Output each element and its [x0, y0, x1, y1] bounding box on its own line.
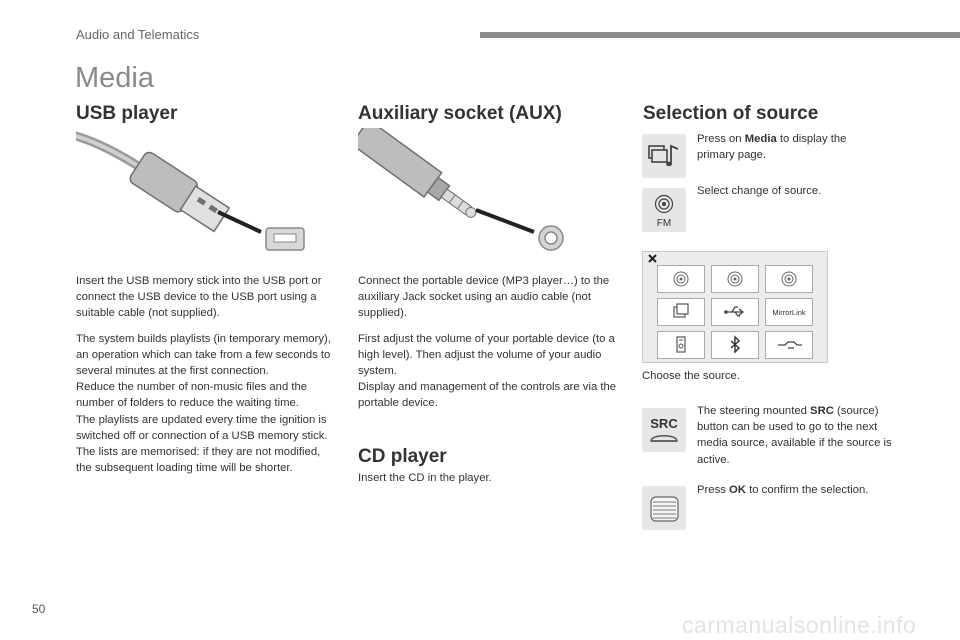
usb-heading: USB player — [76, 103, 178, 124]
media-icon — [642, 134, 686, 178]
source-tile-aux — [765, 331, 813, 359]
fm-radio-icon — [642, 188, 686, 232]
source-tile-mirrorlink — [765, 298, 813, 326]
source-tile-radio-1 — [657, 265, 705, 293]
source-heading: Selection of source — [643, 103, 819, 124]
jack-plug-illustration — [358, 128, 578, 258]
usb-paragraph-3: Reduce the number of non-music files and the number of folders to reduce the waiting time. — [76, 381, 308, 410]
usb-plug-illustration — [76, 128, 316, 258]
source-step-3: Choose the source. — [642, 370, 740, 382]
src-term: SRC — [810, 405, 834, 417]
source-tile-radio-3 — [765, 265, 813, 293]
source-tile-player — [657, 331, 705, 359]
close-icon — [647, 253, 659, 265]
aux-paragraph-1: Connect the portable device (MP3 player…) to the auxiliary Jack socket using an audio cable (not supplied). — [358, 275, 610, 320]
aux-heading: Auxiliary socket (AUX) — [358, 103, 562, 124]
usb-paragraph-4: The playlists are updated every time the ignition is switched off or connection of a USB memory stick. The lists are memorised: if they are not modified, the subsequent loading time will be shorter. — [76, 413, 328, 475]
src-label: SRC — [650, 416, 678, 431]
usb-text — [76, 273, 334, 485]
ok-term: OK — [729, 484, 746, 496]
mirrorlink-label: MirrorLink — [772, 308, 806, 317]
aux-paragraph-2: First adjust the volume of your portable device (to a high level). Then adjust the volume of your audio system. — [358, 332, 615, 378]
ok-dial-icon — [642, 486, 686, 530]
usb-paragraph-1: Insert the USB memory stick into the USB port or connect the USB device to the USB port using a suitable cable (not supplied). — [76, 275, 322, 320]
usb-paragraph-2: The system builds playlists (in temporary memory), an operation which can take from a few seconds to several minutes at the first connection. — [76, 332, 331, 378]
source-tile-bluetooth — [711, 331, 759, 359]
page-title: Media — [75, 62, 154, 94]
page-number: 50 — [32, 602, 46, 616]
source-step-1: Press on Media to display the primary page. — [697, 133, 847, 162]
header-rule — [480, 32, 960, 38]
cd-heading: CD player — [358, 446, 447, 467]
source-step-4: The steering mounted SRC (source) button can be used to go to the next media source, available if the source is active. — [697, 405, 892, 466]
running-header: Audio and Telematics — [76, 27, 200, 42]
source-tile-device — [657, 298, 705, 326]
source-step-2: Select change of source. — [697, 185, 822, 197]
source-tile-radio-2 — [711, 265, 759, 293]
source-grid-panel — [642, 251, 828, 363]
source-step-5: Press OK to confirm the selection. — [697, 484, 869, 496]
aux-paragraph-3: Display and management of the controls are via the portable device. — [358, 381, 617, 410]
src-steering-button-icon — [642, 408, 686, 452]
aux-text — [358, 273, 620, 421]
media-term: Media — [744, 133, 777, 145]
source-tile-usb — [711, 298, 759, 326]
cd-paragraph-1: Insert the CD in the player. — [358, 472, 492, 484]
watermark: carmanualsonline.info — [682, 612, 917, 638]
fm-label: FM — [656, 218, 672, 229]
